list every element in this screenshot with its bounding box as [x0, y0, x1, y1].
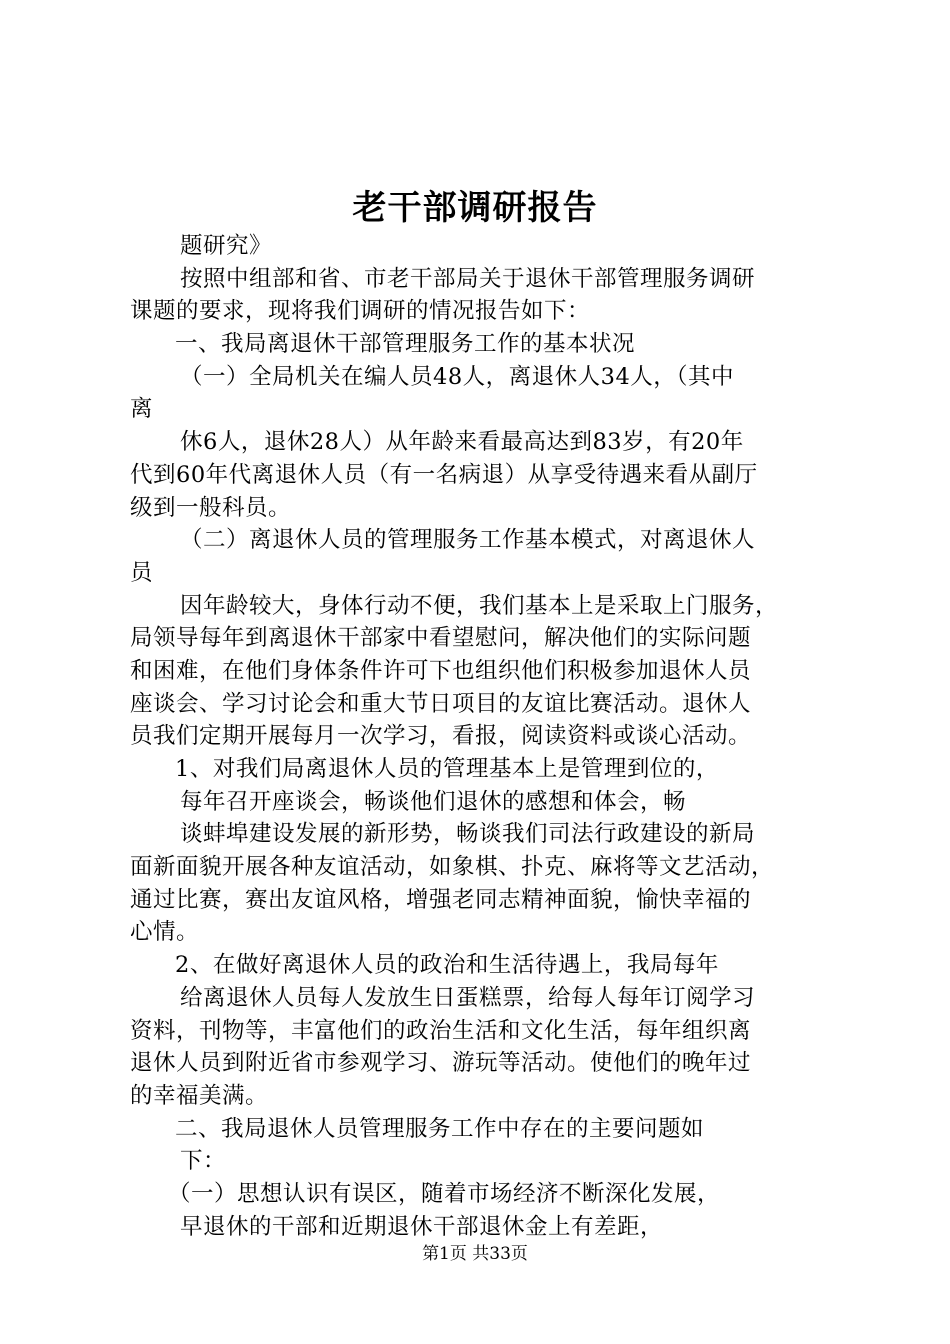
- text-line: 1、对我们局离退休人员的管理基本上是管理到位的，: [175, 756, 719, 782]
- text-line: 代到60年代离退休人员（有一名病退）从享受待遇来看从副厅: [130, 461, 758, 488]
- text-line: （一）全局机关在编人员48人，离退休人34人，（其中: [180, 363, 735, 390]
- text-line: 资料，刊物等，丰富他们的政治生活和文化生活，每年组织离: [130, 1017, 752, 1044]
- text-line: 按照中组部和省、市老干部局关于退休干部管理服务调研: [180, 265, 756, 292]
- text-line: 因年龄较大，身体行动不便，我们基本上是采取上门服务，: [180, 592, 779, 619]
- text-line: 员我们定期开展每月一次学习，看报，阅读资料或谈心活动。: [130, 723, 752, 750]
- text-line: 退休人员到附近省市参观学习、游玩等活动。使他们的晚年过: [130, 1050, 752, 1077]
- text-line: 休6人，退休28人）从年龄来看最高达到83岁，有20年: [180, 429, 744, 456]
- text-line: 一、我局离退休干部管理服务工作的基本状况: [175, 331, 636, 358]
- document-title: 老干部调研报告: [352, 188, 598, 228]
- text-line: 离: [130, 396, 154, 423]
- text-line: 每年召开座谈会，畅谈他们退休的感想和体会，畅: [180, 788, 687, 815]
- document-body: [130, 230, 830, 1243]
- text-line: 局领导每年到离退休干部家中看望慰问，解决他们的实际问题: [130, 625, 752, 652]
- text-line: 的幸福美满。: [130, 1082, 269, 1109]
- text-line: 员: [130, 559, 154, 586]
- text-line: 通过比赛，赛出友谊风格，增强老同志精神面貌，愉快幸福的: [130, 886, 752, 913]
- text-line: 级到一般科员。: [130, 494, 292, 521]
- text-line: 早退休的干部和近期退休干部退休金上有差距，: [180, 1213, 664, 1240]
- text-line: 下：: [180, 1148, 227, 1175]
- text-line: 课题的要求，现将我们调研的情况报告如下：: [130, 298, 591, 325]
- text-line: 座谈会、学习讨论会和重大节日项目的友谊比赛活动。退休人: [130, 690, 752, 717]
- text-line: 面新面貌开展各种友谊活动，如象棋、扑克、麻将等文艺活动，: [130, 854, 775, 881]
- text-line: （一）思想认识有误区，随着市场经济不断深化发展，: [168, 1180, 721, 1207]
- text-line: 题研究》: [180, 233, 273, 259]
- text-line: 和困难，在他们身体条件许可下也组织他们积极参加退休人员: [130, 657, 752, 684]
- text-line: 二、我局退休人员管理服务工作中存在的主要问题如: [175, 1115, 705, 1142]
- page-footer: 第1页 共33页: [422, 1244, 528, 1264]
- text-line: 2、在做好离退休人员的政治和生活待遇上，我局每年: [175, 952, 719, 979]
- text-line: （二）离退休人员的管理服务工作基本模式，对离退休人: [180, 527, 756, 554]
- text-line: 谈蚌埠建设发展的新形势，畅谈我们司法行政建设的新局: [180, 821, 756, 848]
- text-line: 给离退休人员每人发放生日蛋糕票，给每人每年订阅学习: [180, 984, 756, 1011]
- text-line: 心情。: [130, 919, 200, 946]
